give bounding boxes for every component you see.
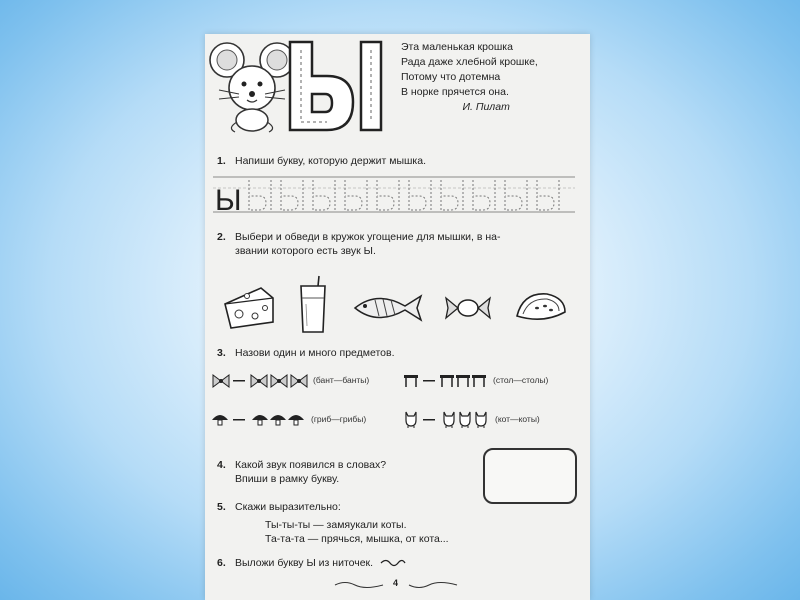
big-letter-icon [285,38,385,138]
cat-icon [473,410,489,428]
thread-icon [380,558,406,568]
page-header [205,34,590,144]
bow-icon [249,374,269,388]
trace-letter[interactable] [441,180,463,210]
trace-letter[interactable] [537,180,559,210]
letter-tracing-row [213,174,575,216]
table-icon [439,374,455,388]
footer-ornament-right [407,580,459,590]
bow-icon [211,374,231,388]
task-text: Назови один и много предметов. [235,347,395,359]
example-label: (стол—столы) [493,375,549,385]
task-number: 1. [217,155,226,167]
trace-letter[interactable] [345,180,367,210]
glass-of-juice-icon[interactable] [297,274,331,336]
task-number: 4. [217,459,226,471]
fish-icon[interactable] [351,290,423,326]
mushroom-icon [287,412,305,426]
trace-letter[interactable] [505,180,527,210]
poem [401,40,538,115]
answer-frame[interactable] [483,448,577,504]
trace-letter[interactable] [313,180,335,210]
mouse-icon [207,36,297,132]
example-label: (кот—коты) [495,414,540,424]
task-6 [217,556,406,570]
trace-letter[interactable] [409,180,431,210]
cat-icon [441,410,457,428]
poem-line: В норке прячется она. [401,86,509,98]
task-text: Скажи выразительно: [235,501,341,513]
dash-icon [423,419,435,421]
verse-line: Та-та-та — прячься, мышка, от кота... [265,533,449,545]
task-number: 3. [217,347,226,359]
dash-icon [233,380,245,382]
example-label: (бант—банты) [313,375,370,385]
cat-icon [457,410,473,428]
table-icon [471,374,487,388]
task-1 [217,154,426,168]
workbook-page [205,34,590,600]
table-icon [403,374,419,388]
bow-icon [269,374,289,388]
candy-icon[interactable] [443,292,493,324]
task-text: Выбери и обведи в кружок угощение для мышки, в на- [235,231,501,243]
task-text: Выложи букву Ы из ниточек. [235,557,374,569]
task-number: 6. [217,557,226,569]
task-text: Впиши в рамку букву. [235,473,340,485]
task-2 [217,230,501,258]
task-text: Напиши букву, которую держит мышка. [235,155,426,167]
bow-icon [289,374,309,388]
cheese-icon[interactable] [221,282,277,332]
poem-line: Потому что дотемна [401,71,501,83]
cat-icon [403,410,419,428]
mushroom-icon [211,412,229,426]
task-4 [217,458,386,486]
melon-slice-icon[interactable] [513,288,569,328]
task-3 [217,346,395,360]
task-text: звании которого есть звук Ы. [235,245,376,257]
mushroom-icon [269,412,287,426]
mushroom-icon [251,412,269,426]
verse-line: Ты-ты-ты — замяукали коты. [265,519,407,531]
poem-line: Рада даже хлебной крошке, [401,56,538,68]
trace-letter[interactable] [249,180,271,210]
table-icon [455,374,471,388]
page-number: 4 [393,578,399,588]
trace-letter[interactable] [473,180,495,210]
example-label: (гриб—грибы) [311,414,367,424]
trace-letter[interactable] [377,180,399,210]
dash-icon [423,380,435,382]
letter-sample: Ы [215,184,242,217]
task-number: 2. [217,231,226,243]
footer-ornament-left [333,580,385,590]
poem-author: И. Пилат [462,101,510,113]
task-text: Какой звук появился в словах? [235,459,387,471]
task-number: 5. [217,501,226,513]
trace-letter[interactable] [281,180,303,210]
task-5 [217,500,449,546]
dash-icon [233,419,245,421]
poem-line: Эта маленькая крошка [401,41,513,53]
